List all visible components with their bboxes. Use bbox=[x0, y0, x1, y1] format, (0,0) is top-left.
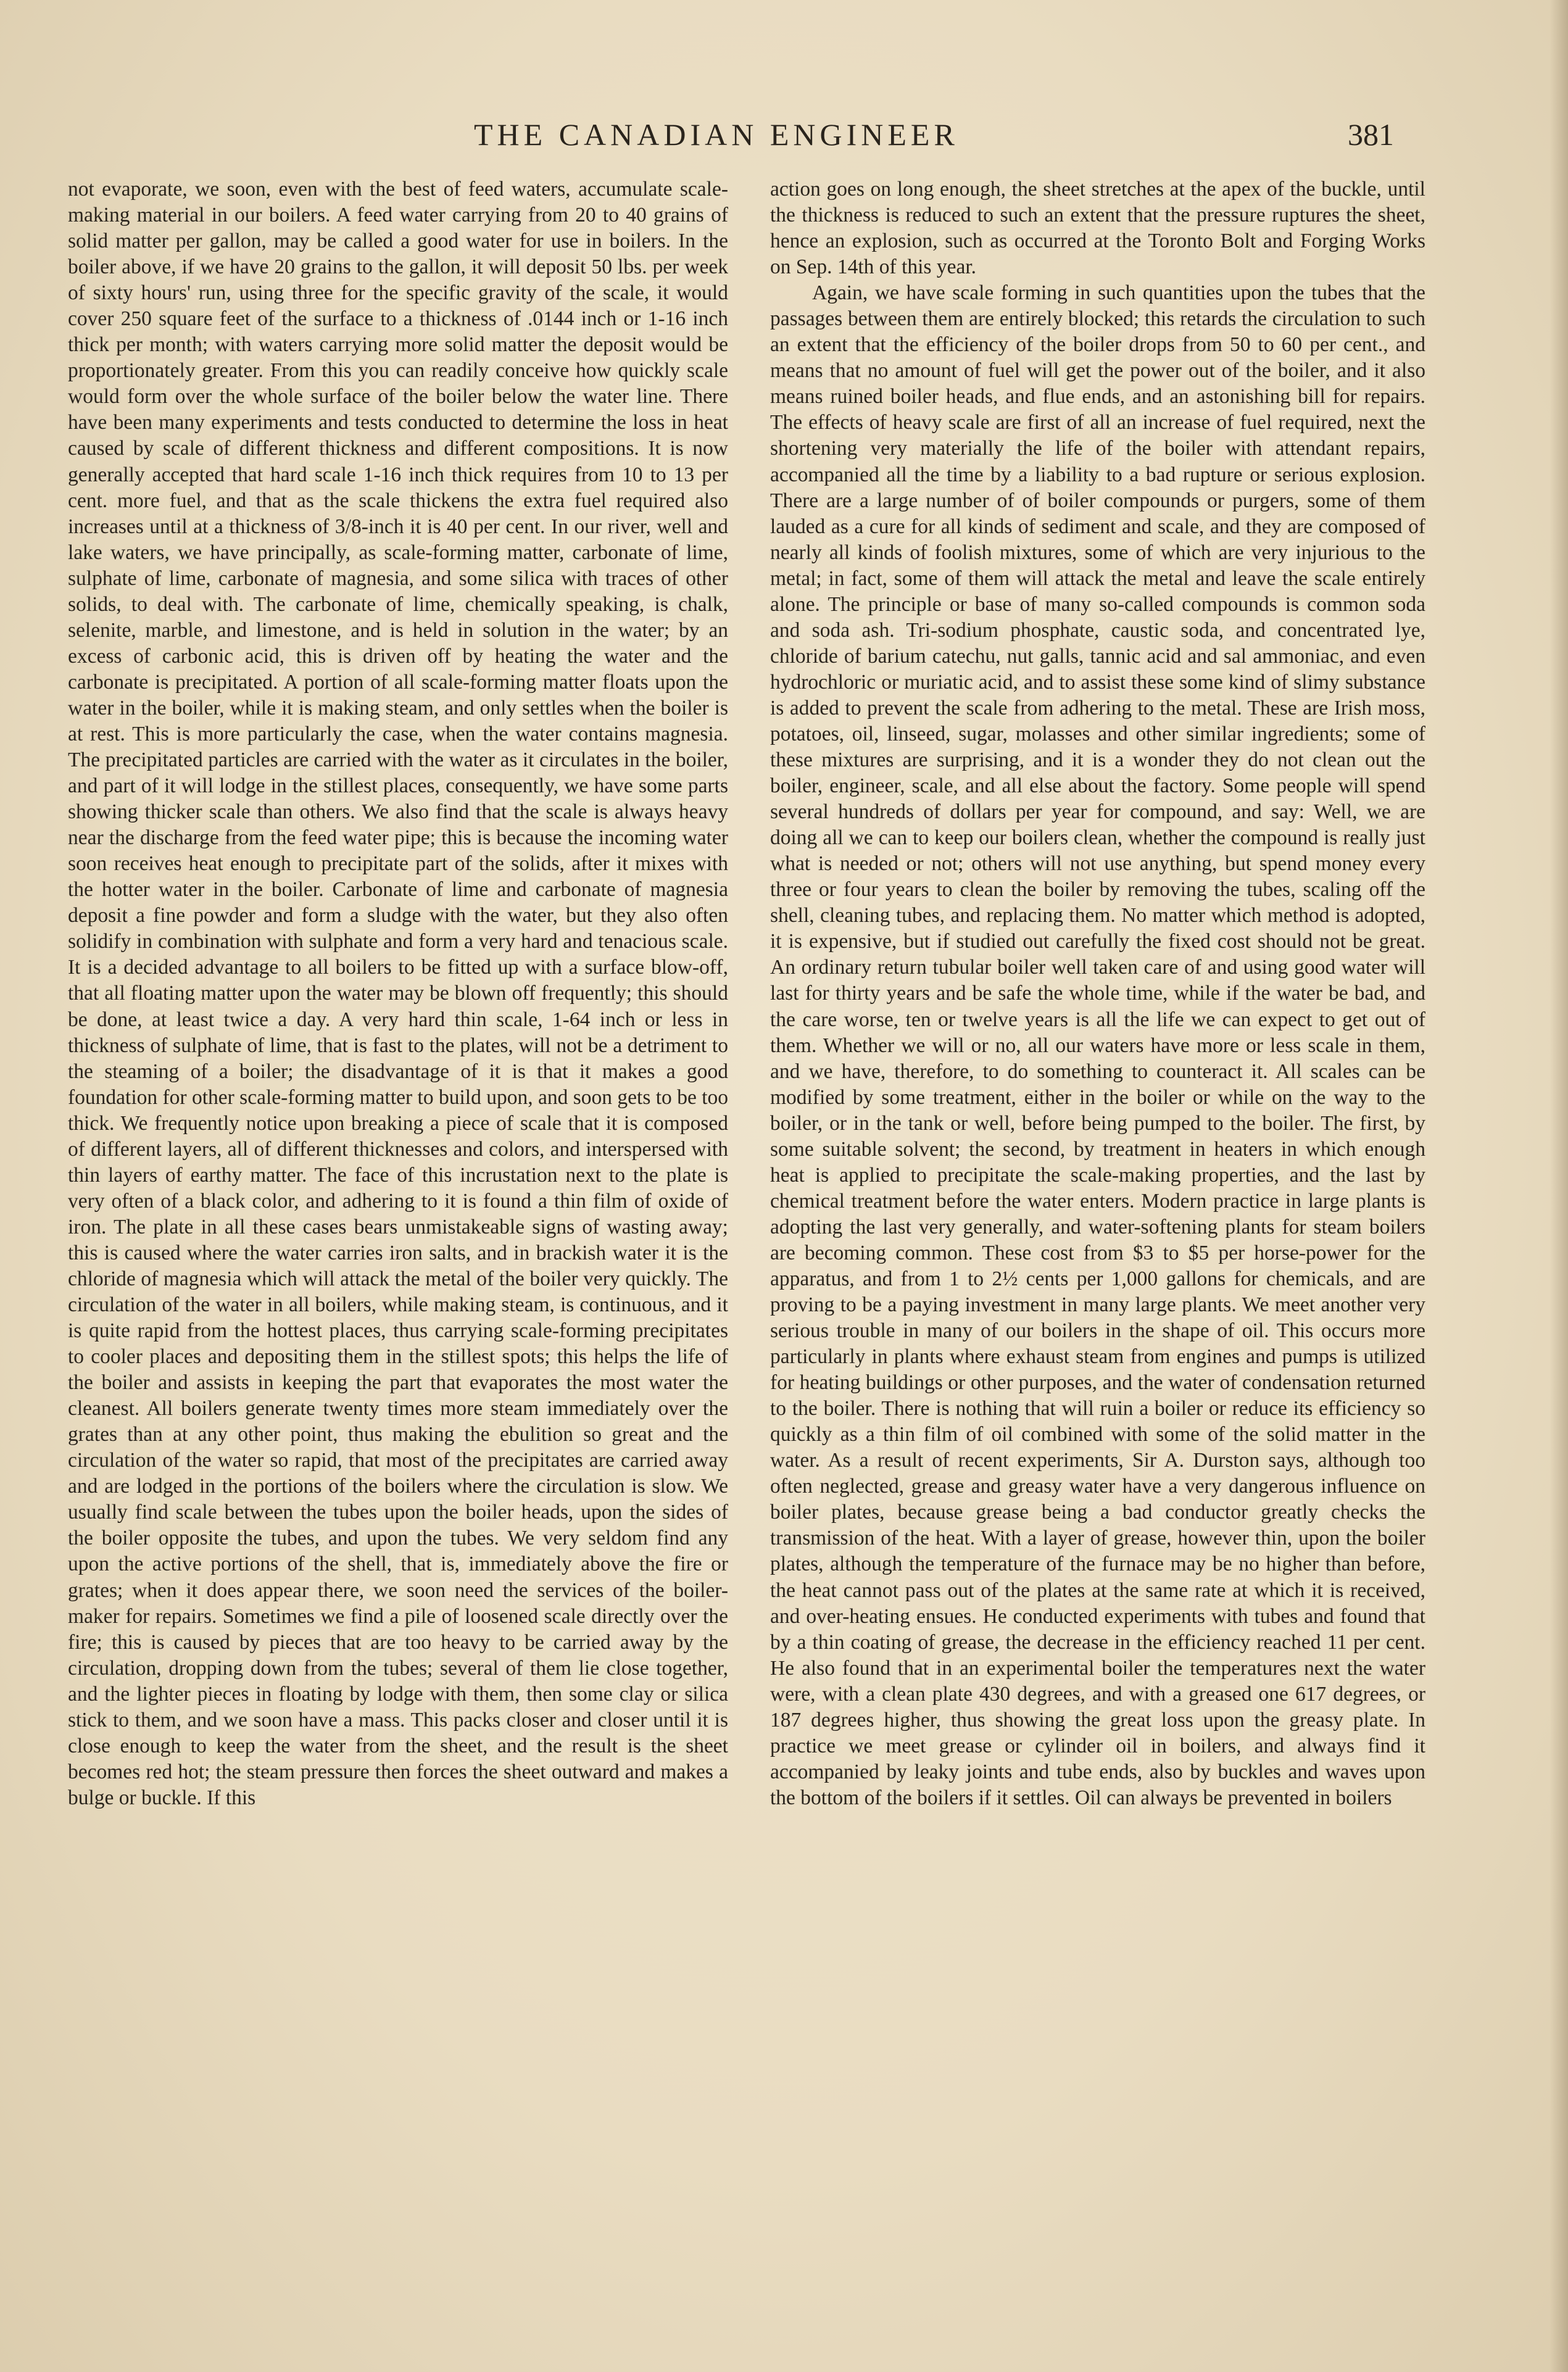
right-paragraph-2: Again, we have scale forming in such quantities upon the tubes that the passages between them are entirely blocked; this retards the circulation to such an extent that the efficiency of the boiler drops from 50 to 60 per cent., and means that no amount of fuel will get the power out of the boiler, and it also means ruined boiler heads, and flue ends, and an astonishing bill for repairs. The effects of heavy scale are first of all an increase of fuel required, next the shortening very materially the life of the boiler with attendant repairs, accompanied all the time by a liability to a bad rupture or serious explosion. There are a large number of of boiler compounds or purgers, some of them lauded as a cure for all kinds of sediment and scale, and they are composed of nearly all kinds of foolish mixtures, some of which are very injurious to the metal; in fact, some of them will attack the metal and leave the scale entirely alone. The principle or base of many so-called compounds is common soda and soda ash. Tri-sodium phosphate, caustic soda, and concentrated lye, chloride of barium catechu, nut galls, tannic acid and sal ammoniac, and even hydrochloric or muriatic acid, and to assist these some kind of slimy substance is added to prevent the scale from adhering to the metal. These are Irish moss, potatoes, oil, linseed, sugar, molasses and other similar ingredients; some of these mixtures are surprising, and it is a wonder they do not clean out the boiler, engineer, scale, and all else about the factory. Some people will spend several hundreds of dollars per year for compound, and say: Well, we are doing all we can to keep our boilers clean, whether the compound is really just what is needed or not; others will not use anything, but spend money every three or four years to clean the boiler by removing the tubes, scaling off the shell, cleaning tubes, and replacing them. No matter which method is adopted, it is expensive, but if studied out carefully the fixed cost should not be great. An ordinary return tubular boiler well taken care of and using good water will last for thirty years and be safe the whole time, while if the water be bad, and the care worse, ten or twelve years is all the life we can expect to get out of them. Whether we will or no, all our waters have more or less scale in them, and we have, therefore, to do something to counteract it. All scales can be modified by some treatment, either in the boiler or while on the way to the boiler, or in the tank or well, before being pumped to the boiler. The first, by some suitable solvent; the second, by treatment in heaters in which enough heat is applied to precipitate the scale-making properties, and the last by chemical treatment before the water enters. Modern practice in large plants is adopting the last very generally, and water-softening plants for steam boilers are becoming common. These cost from $3 to $5 per horse-power for the apparatus, and from 1 to 2½ cents per 1,000 gallons for chemicals, and are proving to be a paying investment in many large plants. We meet another very serious trouble in many of our boilers in the shape of oil. This occurs more particularly in plants where exhaust steam from engines and pumps is utilized for heating buildings or other purposes, and the water of condensation returned to the boiler. There is nothing that will ruin a boiler or reduce its efficiency so quickly as a thin film of oil combined with some of the solid matter in the water. As a result of recent experiments, Sir A. Durston says, although too often neglected, grease and greasy water have a very dangerous influence on boiler plates, because grease being a bad conductor greatly checks the transmission of the heat. With a layer of grease, however thin, upon the boiler plates, although the temperature of the furnace may be no higher than before, the heat cannot pass out of the plates at the same rate at which it is received, and over-heating ensues. He conducted experiments with tubes and found that by a thin coating of grease, the decrease in the efficiency reached 11 per cent. He also found that in an experimental boiler the temperatures next the water were, with a clean plate 430 degrees, and with a greased one 617 degrees, or 187 degrees higher, thus showing the great loss upon the greasy plate. In practice we meet grease or cylinder oil in boilers, and always find it accompanied by leaky joints and tube ends, also by buckles and waves upon the bottom of the boilers if it settles. Oil can always be prevented in boilers bbox=[770, 281, 1425, 1809]
right-column bbox=[770, 176, 1425, 2287]
running-title: THE CANADIAN ENGINEER bbox=[474, 117, 959, 152]
page-edge-shadow bbox=[1549, 0, 1568, 2372]
right-paragraph-1: action goes on long enough, the sheet stretches at the apex of the buckle, until the thickness is reduced to such an extent that the pressure ruptures the sheet, hence an explosion, such as occurred at the Toronto Bolt and Forging Works on Sep. 14th of this year. bbox=[770, 178, 1425, 279]
left-paragraph-1: not evaporate, we soon, even with the best of feed waters, accumulate scale-making material in our boilers. A feed water carrying from 20 to 40 grains of solid matter per gallon, may be called a good water for use in boilers. In the boiler above, if we have 20 grains to the gallon, it will deposit 50 lbs. per week of sixty hours' run, using three for the specific gravity of the scale, it would cover 250 square feet of the surface to a thickness of .0144 inch or 1-16 inch thick per month; with waters carrying more solid matter the deposit would be proportionately greater. From this you can readily conceive how quickly scale would form over the whole surface of the boiler below the water line. There have been many experiments and tests conducted to determine the loss in heat caused by scale of different thickness and different compositions. It is now generally accepted that hard scale 1-16 inch thick requires from 10 to 13 per cent. more fuel, and that as the scale thickens the extra fuel required also increases until at a thickness of 3/8-inch it is 40 per cent. In our river, well and lake waters, we have principally, as scale-forming matter, carbonate of lime, sulphate of lime, carbonate of magnesia, and some silica with traces of other solids, to deal with. The carbonate of lime, chemically speaking, is chalk, selenite, marble, and limestone, and is held in solution in the water; by an excess of carbonic acid, this is driven off by heating the water and the carbonate is precipitated. A portion of all scale-forming matter floats upon the water in the boiler, while it is making steam, and only settles when the boiler is at rest. This is more particularly the case, when the water contains magnesia. The precipitated particles are carried with the water as it circulates in the boiler, and part of it will lodge in the stillest places, consequently, we have some parts showing thicker scale than others. We also find that the scale is always heavy near the discharge from the feed water pipe; this is because the incoming water soon receives heat enough to precipitate part of the solids, after it mixes with the hotter water in the boiler. Carbonate of lime and carbonate of magnesia deposit a fine powder and form a sludge with the water, but they also often solidify in combination with sulphate and form a very hard and tenacious scale. It is a decided advantage to all boilers to be fitted up with a surface blow-off, that all floating matter upon the water may be blown off frequently; this should be done, at least twice a day. A very hard thin scale, 1-64 inch or less in thickness of sulphate of lime, that is fast to the plates, will not be a detriment to the steaming of a boiler; the disadvantage of it is that it makes a good foundation for other scale-forming matter to build upon, and soon gets to be too thick. We frequently notice upon breaking a piece of scale that it is composed of different layers, all of different thicknesses and colors, and interspersed with thin layers of earthy matter. The face of this incrustation next to the plate is very often of a black color, and adhering to it is found a thin film of oxide of iron. The plate in all these cases bears unmistakeable signs of wasting away; this is caused where the water carries iron salts, and in brackish water it is the chloride of magnesia which will attack the metal of the boiler very quickly. The circulation of the water in all boilers, while making steam, is continuous, and it is quite rapid from the hottest places, thus carrying scale-forming precipitates to cooler places and depositing them in the stillest spots; this helps the life of the boiler and assists in keeping the part that evaporates the most water the cleanest. All boilers generate twenty times more steam immediately over the grates than at any other point, thus making the ebulition so great and the circulation of the water so rapid, that most of the precipitates are carried away and are lodged in the portions of the boilers where the circulation is slow. We usually find scale between the tubes upon the boiler heads, upon the sides of the boiler opposite the tubes, and upon the tubes. We very seldom find any upon the active portions of the shell, that is, immediately above the fire or grates; when it does appear there, we soon need the services of the boiler-maker for repairs. Sometimes we find a pile of loosened scale directly over the fire; this is caused by pieces that are too heavy to be carried away by the circulation, dropping down from the tubes; several of them lie close together, and the lighter pieces in floating by lodge with them, then some clay or silica stick to them, and we soon have a mass. This packs closer and closer until it is close enough to keep the water from the sheet, and the result is the sheet becomes red hot; the steam pressure then forces the sheet outward and makes a bulge or buckle. If this bbox=[68, 178, 728, 1809]
page-number: 381 bbox=[1348, 117, 1394, 152]
page-header bbox=[0, 116, 1568, 159]
left-column bbox=[68, 176, 728, 2287]
